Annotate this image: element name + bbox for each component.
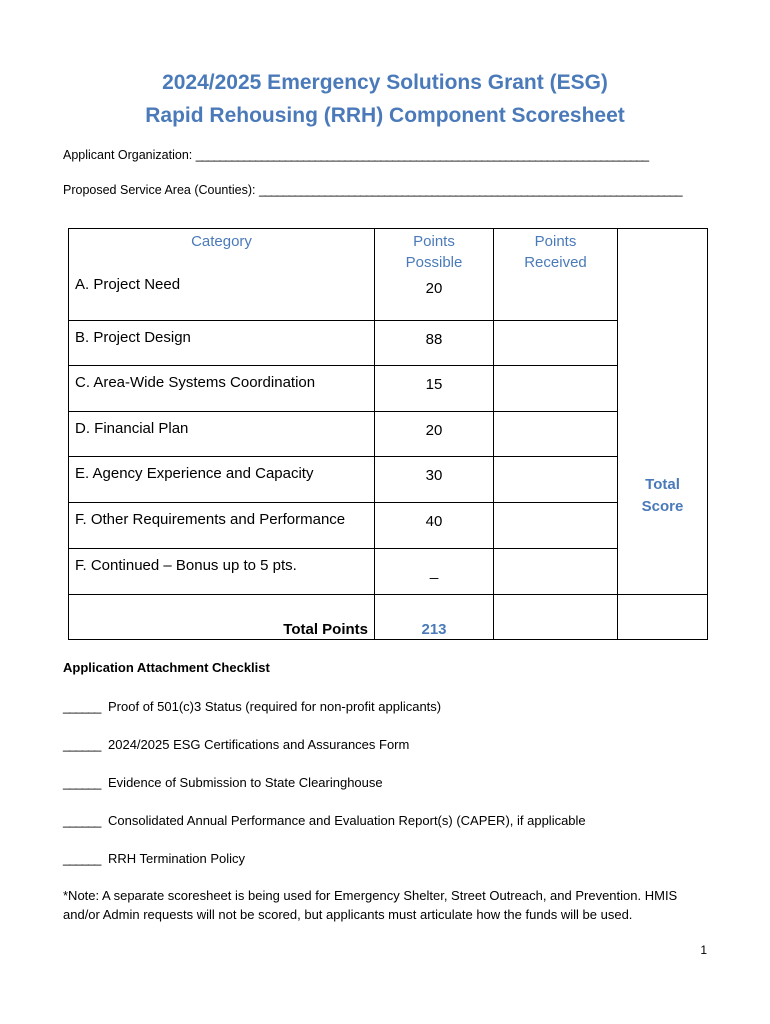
points-received-a[interactable] — [494, 273, 618, 320]
total-points-label: Total Points — [69, 594, 375, 639]
points-possible-f-bonus: _ — [375, 548, 494, 594]
points-received-header-line2: Received — [524, 254, 587, 271]
points-possible-a: 20 — [425, 280, 443, 297]
category-header — [69, 229, 375, 274]
checklist-blank[interactable]: ______ — [63, 851, 101, 866]
points-received-b[interactable] — [494, 320, 618, 365]
checklist-item-label: Consolidated Annual Performance and Evaluation Report(s) (CAPER), if applicable — [108, 813, 586, 828]
checklist-item[interactable] — [63, 813, 586, 828]
points-received-header — [494, 229, 618, 274]
checklist-item[interactable] — [63, 851, 245, 866]
checklist-blank[interactable]: ______ — [63, 775, 101, 790]
applicant-organization-label: Applicant Organization: — [63, 148, 193, 162]
checklist-blank[interactable]: ______ — [63, 699, 101, 714]
category-row-f: F. Other Requirements and Performance — [69, 502, 375, 548]
checklist-item-label: Proof of 501(c)3 Status (required for non-profit applicants) — [108, 699, 442, 714]
service-area-label: Proposed Service Area (Counties): — [63, 183, 256, 197]
applicant-organization-blank[interactable]: ____________________________________________________________________________ — [195, 148, 649, 162]
points-possible-e: 30 — [375, 456, 494, 502]
checklist-item[interactable] — [63, 775, 383, 790]
checklist-title: Application Attachment Checklist — [63, 660, 270, 675]
service-area-blank[interactable]: _______________________________________________________________________ — [258, 183, 682, 197]
points-possible-header-line1: Points — [413, 233, 455, 250]
category-row-a: A. Project Need — [69, 273, 375, 320]
checklist-item[interactable] — [63, 737, 409, 752]
total-points-received[interactable] — [494, 594, 618, 639]
category-row-e: E. Agency Experience and Capacity — [69, 456, 375, 502]
page-number: 1 — [700, 943, 707, 957]
document-title-line2: Rapid Rehousing (RRH) Component Scoresheet — [145, 104, 625, 127]
scoresheet-table — [68, 228, 708, 640]
points-possible-header-line2: Possible — [405, 254, 463, 271]
points-received-f[interactable] — [494, 502, 618, 548]
category-row-c: C. Area-Wide Systems Coordination — [69, 365, 375, 411]
checklist-item-label: 2024/2025 ESG Certifications and Assurances Form — [108, 737, 410, 752]
checklist-blank[interactable]: ______ — [63, 737, 101, 752]
category-header-label: Category — [191, 233, 252, 250]
points-received-e[interactable] — [494, 456, 618, 502]
checklist-item-label: RRH Termination Policy — [108, 851, 246, 866]
points-received-header-line1: Points — [534, 233, 577, 250]
checklist-item-label: Evidence of Submission to State Clearinghouse — [108, 775, 383, 790]
points-possible-header — [375, 229, 494, 321]
points-received-f-bonus[interactable] — [494, 548, 618, 594]
total-score-entry[interactable] — [618, 594, 708, 639]
points-possible-d: 20 — [375, 411, 494, 456]
total-score-cell — [618, 229, 708, 595]
checklist-blank[interactable]: ______ — [63, 813, 101, 828]
points-possible-b: 88 — [375, 320, 494, 365]
category-row-f-bonus: F. Continued – Bonus up to 5 pts. — [69, 548, 375, 594]
category-row-d: D. Financial Plan — [69, 411, 375, 456]
total-score-line2: Score — [641, 498, 684, 516]
service-area-field[interactable] — [63, 183, 682, 197]
total-points-value: 213 — [375, 594, 494, 639]
points-possible-f: 40 — [375, 502, 494, 548]
document-title-line1: 2024/2025 Emergency Solutions Grant (ESG) — [162, 71, 608, 94]
points-received-d[interactable] — [494, 411, 618, 456]
points-possible-c: 15 — [375, 365, 494, 411]
total-score-line1: Total — [645, 476, 680, 494]
applicant-organization-field[interactable] — [63, 148, 648, 162]
footnote: *Note: A separate scoresheet is being used for Emergency Shelter, Street Outreach, and Prevention. HMIS and/or Admin requests will not be scored, but applicants must articulate how the funds will be used. — [63, 888, 678, 922]
checklist-item[interactable] — [63, 699, 441, 714]
category-row-b: B. Project Design — [69, 320, 375, 365]
points-received-c[interactable] — [494, 365, 618, 411]
